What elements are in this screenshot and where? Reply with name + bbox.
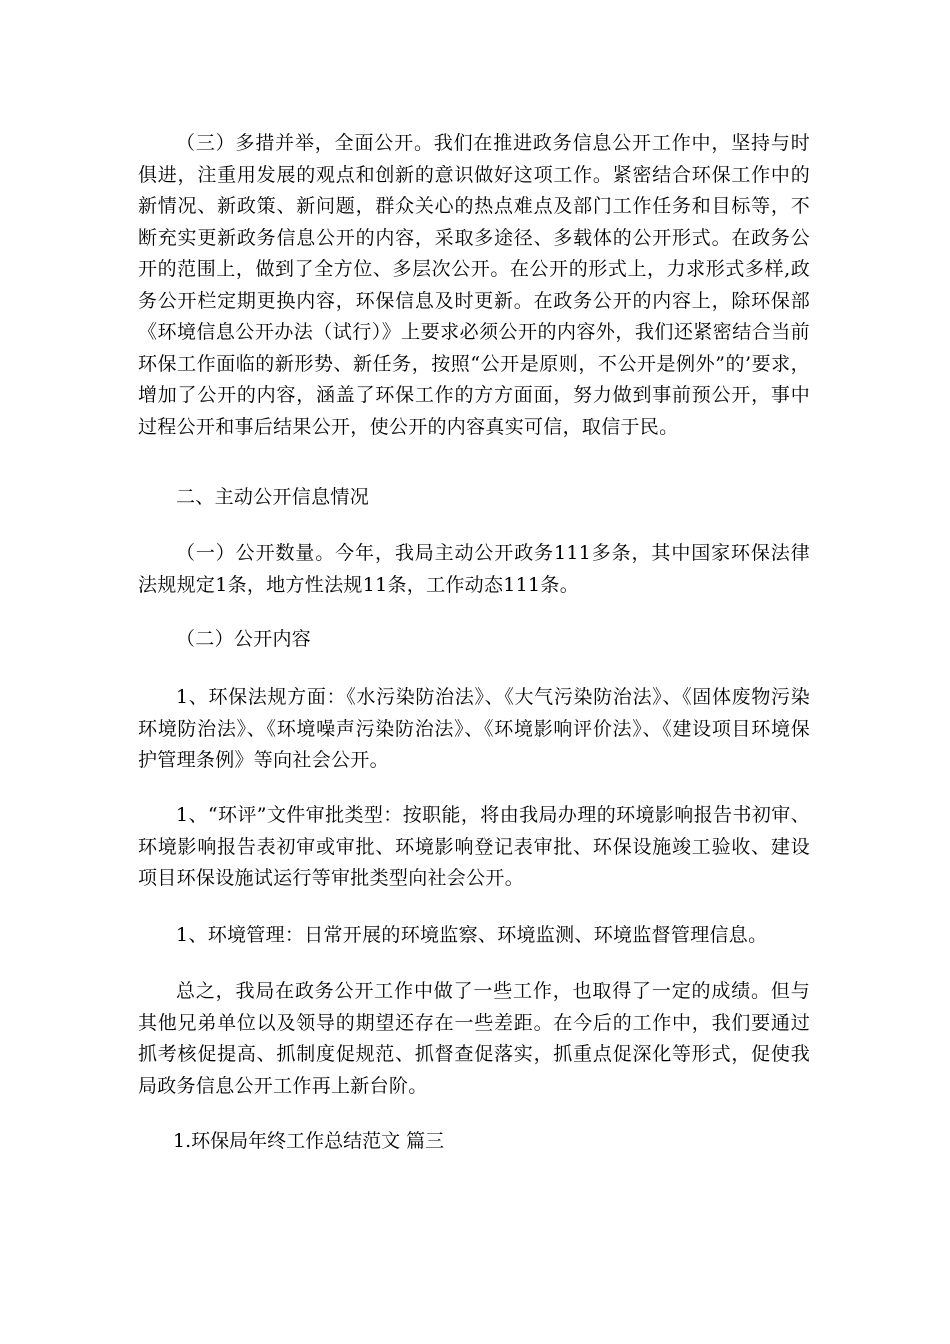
paragraph-disclosure-count: （一）公开数量。今年，我局主动公开政务111多条，其中国家环保法律法规规定1条，地方性法规11条，工作动态111条。: [138, 542, 810, 596]
paragraph-conclusion: 总之，我局在政务公开工作中做了一些工作，也取得了一定的成绩。但与其他兄弟单位以及领导的期望还存在一些差距。在今后的工作中，我们要通过抓考核促提高、抓制度促规范、抓督查促落实，抓重点促深化等形式，促使我局政务信息公开工作再上新台阶。: [138, 980, 810, 1097]
heading-disclosure-content: （二）公开内容: [176, 628, 312, 650]
paragraph-environmental-management: 1、环境管理：日常开展的环境监察、环境监测、环境监督管理信息。: [176, 924, 768, 946]
paragraph-multi-measures: （三）多措并举，全面公开。我们在推进政务信息公开工作中，坚持与时俱进，注重用发展的观点和创新的意识做好这项工作。紧密结合环保工作中的新情况、新政策、新问题，群众关心的热点难点及部门工作任务和目标等，不断充实更新政务信息公开的内容，采取多途径、多载体的公开形式。在政务公开的范围上，做到了全方位、多层次公开。在公开的形式上，力求形式多样,政务公开栏定期更换内容，环保信息及时更新。在政务公开的内容上，除环保部《环境信息公开办法（试行）》上要求必须公开的内容外，我们还紧密结合当前环保工作面临的新形势、新任务，按照“公开是原则，不公开是例外”的’要求，增加了公开的内容，涵盖了环保工作的方方面面，努力做到事前预公开，事中过程公开和事后结果公开，使公开的内容真实可信，取信于民。: [138, 132, 810, 438]
heading-active-disclosure: 二、主动公开信息情况: [176, 486, 370, 508]
paragraph-eia-approval: 1、“环评”文件审批类型：按职能，将由我局办理的环境影响报告书初审、环境影响报告表初审或审批、环境影响登记表审批、环保设施竣工验收、建设项目环保设施试运行等审批类型向社会公开。: [138, 804, 810, 889]
paragraph-environmental-regulations: 1、环保法规方面：《水污染防治法》、《大气污染防治法》、《固体废物污染环境防治法》、《环境噪声污染防治法》、《环境影响评价法》、《建设项目环境保护管理条例》等向社会公开。: [138, 686, 810, 771]
section-heading: 1.环保局年终工作总结范文 篇三: [173, 1130, 445, 1152]
